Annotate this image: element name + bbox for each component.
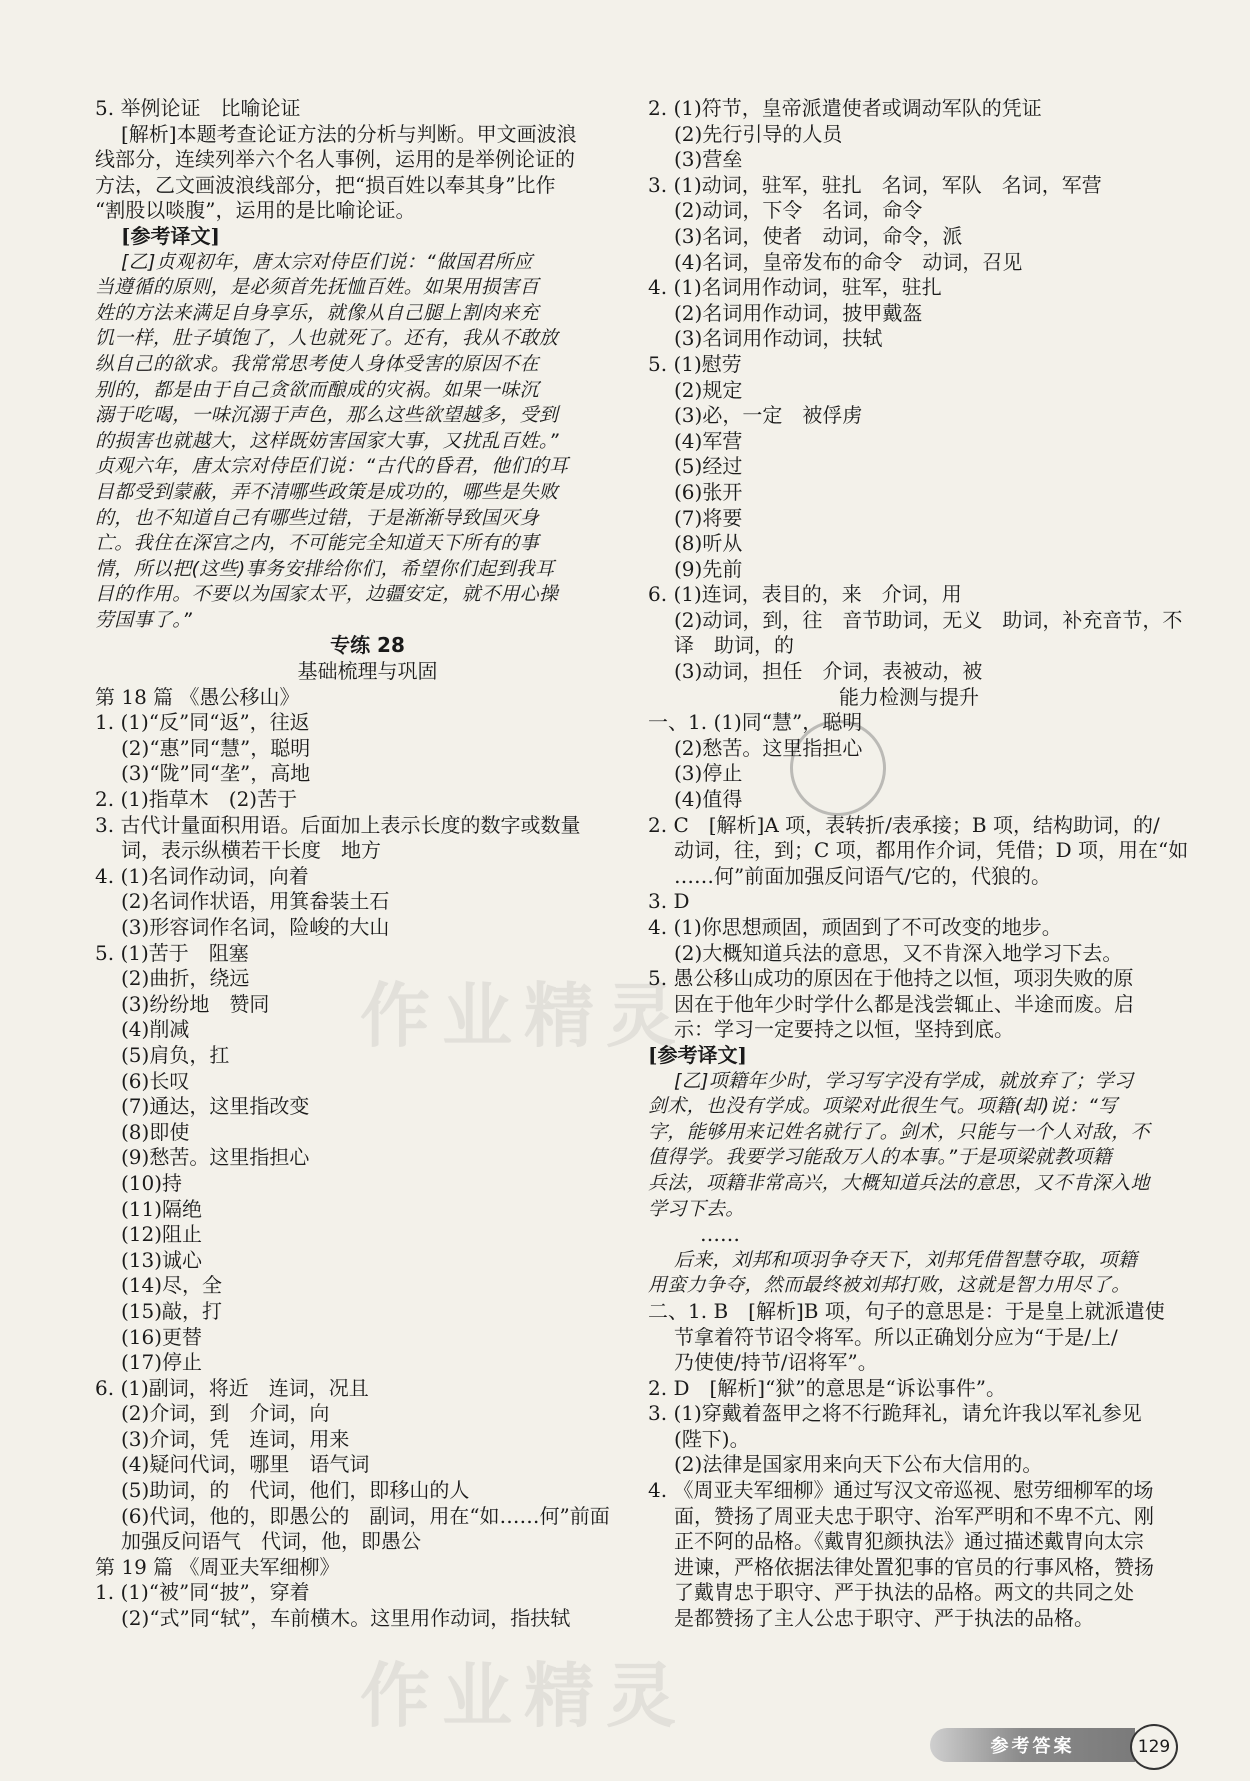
text-line: (6)张开 xyxy=(674,479,743,504)
text-line: 3. (1)穿戴着盔甲之将不行跪拜礼，请允许我以军礼参见 xyxy=(648,1401,1142,1426)
text-line: (4)疑问代词，哪里 语气词 xyxy=(121,1452,370,1477)
text-line: 6. (1)副词，将近 连词，况且 xyxy=(95,1375,369,1400)
text-line: [参考译文] xyxy=(648,1042,747,1067)
text-line: [参考译文] xyxy=(121,223,220,248)
text-line: 二、1. B [解析]B 项，句子的意思是：于是皇上就派遣使 xyxy=(648,1298,1165,1323)
text-line: (2)先行引导的人员 xyxy=(674,121,843,146)
text-line: 的，也不知道自己有哪些过错，于是渐渐导致国灭身 xyxy=(95,506,539,529)
text-line: (4)削减 xyxy=(121,1017,190,1042)
text-line: 3. D xyxy=(648,889,690,914)
text-line: (6)代词，他的，即愚公的 副词，用在“如……何”前面 xyxy=(121,1503,610,1528)
text-line: 进谏，严格依据法律处置犯事的官员的行事风格，赞扬 xyxy=(674,1554,1154,1579)
text-line: 6. (1)连词，表目的，来 介词，用 xyxy=(648,582,962,607)
text-line: 5. 愚公移山成功的原因在于他持之以恒，项羽失败的原 xyxy=(648,966,1134,991)
text-line: 2. C [解析]A 项，表转折/表承接；B 项，结构助词，的/ xyxy=(648,812,1160,837)
text-line: (3)停止 xyxy=(674,761,743,786)
text-line: 因在于他年少时学什么都是浅尝辄止、半途而废。启 xyxy=(674,991,1134,1016)
text-line: 加强反问语气 代词，他，即愚公 xyxy=(121,1529,421,1554)
text-line: (6)长叹 xyxy=(121,1068,190,1093)
text-line: 4. (1)你思想顽固，顽固到了不可改变的地步。 xyxy=(648,915,1062,939)
text-line: 5. (1)慰劳 xyxy=(648,351,742,376)
text-line: 1. (1)“被”同“披”，穿着 xyxy=(95,1580,310,1605)
text-line: (3)名词用作动词，扶轼 xyxy=(674,326,883,351)
left-column xyxy=(95,96,640,1632)
text-line: 贞观六年，唐太宗对侍臣们说：“古代的昏君，他们的耳 xyxy=(95,455,569,478)
watermark: 作业精灵 xyxy=(360,975,688,1057)
text-line: (2)“惠”同“慧”，聪明 xyxy=(121,735,311,760)
text-line: 溺于吃喝，一味沉溺于声色，那么这些欲望越多，受到 xyxy=(95,404,559,427)
text-line: 专练 28 xyxy=(330,633,405,658)
text-line: (3)纷纷地 赞同 xyxy=(121,991,270,1016)
text-line: (2)动词，到，往 音节助词，无义 助词，补充音节，不 xyxy=(674,607,1183,632)
text-line: 第 18 篇 《愚公移山》 xyxy=(95,684,300,709)
text-line: (5)肩负，扛 xyxy=(121,1042,230,1067)
text-line: 后来，刘邦和项羽争夺天下，刘邦凭借智慧夺取，项籍 xyxy=(674,1248,1138,1271)
text-line: (7)将要 xyxy=(674,505,743,530)
text-line: (9)愁苦。这里指担心 xyxy=(121,1145,310,1170)
text-line: 能力检测与提升 xyxy=(839,684,979,709)
text-line: [乙]贞观初年，唐太宗对侍臣们说：“做国君所应 xyxy=(121,250,533,273)
text-line: 第 19 篇 《周亚夫军细柳》 xyxy=(95,1554,340,1579)
page-number: 129 xyxy=(1130,1724,1178,1770)
text-line: (2)规定 xyxy=(674,377,743,402)
text-line: 别的，都是由于自己贪欲而酿成的灾祸。如果一味沉 xyxy=(95,378,539,401)
text-line: 示：学习一定要持之以恒，坚持到底。 xyxy=(674,1017,1014,1042)
text-line: 节拿着符节诏令将军。所以正确划分应为“于是/上/ xyxy=(674,1324,1118,1349)
text-line: 当遵循的原则，是必须首先抚恤百姓。如果用损害百 xyxy=(95,276,539,299)
text-line: 纵自己的欲求。我常常思考使人身体受害的原因不在 xyxy=(95,352,539,375)
text-line: (17)停止 xyxy=(121,1350,203,1375)
text-line: 情，所以把(这些)事务安排给你们，希望你们起到我耳 xyxy=(95,557,555,580)
text-line: (3)名词，使者 动词，命令，派 xyxy=(674,223,963,248)
text-line: 4. (1)名词作动词，向着 xyxy=(95,863,309,888)
text-line: (9)先前 xyxy=(674,556,743,581)
text-line: 2. D [解析]“狱”的意思是“诉讼事件”。 xyxy=(648,1375,1006,1400)
text-line: (2)介词，到 介词，向 xyxy=(121,1401,330,1426)
text-line: (14)尽，全 xyxy=(121,1273,223,1298)
text-line: (8)听从 xyxy=(674,531,743,556)
text-line: (12)阻止 xyxy=(121,1222,203,1247)
text-line: 饥一样，肚子填饱了，人也就死了。还有，我从不敢放 xyxy=(95,327,559,350)
text-line: 面，赞扬了周亚夫忠于职守、治军严明和不卑不亢、刚 xyxy=(674,1503,1154,1528)
text-line: (3)必，一定 被俘虏 xyxy=(674,403,863,428)
text-line: 乃使使/持节/诏将军”。 xyxy=(674,1350,878,1375)
text-line: 1. (1)“反”同“返”，往返 xyxy=(95,710,310,735)
text-line: …… xyxy=(700,1222,740,1247)
text-line: (2)法律是国家用来向天下公布大信用的。 xyxy=(674,1452,1043,1477)
text-line: 3. (1)动词，驻军，驻扎 名词，军队 名词，军营 xyxy=(648,172,1102,197)
text-line: (2)愁苦。这里指担心 xyxy=(674,735,863,760)
text-line: 用蛮力争夺，然而最终被刘邦打败，这就是智力用尽了。 xyxy=(648,1274,1131,1297)
text-line: (11)隔绝 xyxy=(121,1196,203,1221)
text-line: 了戴胄忠于职守、严于执法的品格。两文的共同之处 xyxy=(674,1580,1134,1605)
text-line: ……何”前面加强反问语气/它的，代狼的。 xyxy=(674,863,1051,888)
text-line: 译 助词，的 xyxy=(674,633,794,658)
text-line: (2)名词作状语，用箕畚装土石 xyxy=(121,889,390,914)
text-line: 4. (1)名词用作动词，驻军，驻扎 xyxy=(648,275,942,300)
text-line: 线部分，连续列举六个名人事例，运用的是举例论证的 xyxy=(95,147,575,172)
text-line: 一、1. (1)同“慧”，聪明 xyxy=(648,710,863,735)
text-line: (15)敲，打 xyxy=(121,1298,223,1323)
text-line: (2)动词，下令 名词，命令 xyxy=(674,198,923,223)
text-line: 2. (1)指草木 (2)苦于 xyxy=(95,787,298,812)
text-line: 字，能够用来记姓名就行了。剑术，只能与一个人对敌，不 xyxy=(648,1120,1150,1143)
text-line: (4)值得 xyxy=(674,787,743,812)
text-line: (5)助词，的 代词，他们，即移山的人 xyxy=(121,1478,470,1503)
text-line: 动词，往，到；C 项，都用作介词，凭借；D 项，用在“如 xyxy=(674,838,1189,863)
text-line: 姓的方法来满足自身享乐，就像从自己腿上割肉来充 xyxy=(95,301,539,324)
text-line: (13)诚心 xyxy=(121,1247,203,1272)
text-line: 是都赞扬了主人公忠于职守、严于执法的品格。 xyxy=(674,1606,1094,1631)
text-line: 值得学。我要学习能敌万人的本事。”于是项梁就教项籍 xyxy=(648,1146,1112,1169)
text-line: (2)“式”同“轼”，车前横木。这里用作动词，指扶轼 xyxy=(121,1606,571,1631)
text-line: (8)即使 xyxy=(121,1119,190,1144)
text-line: 目都受到蒙蔽，弄不清哪些政策是成功的，哪些是失败 xyxy=(95,480,559,503)
text-line: “割股以啖腹”，运用的是比喻论证。 xyxy=(95,198,416,223)
text-line: (3)动词，担任 介词，表被动，被 xyxy=(674,659,983,684)
text-line: 3. 古代计量面积用语。后面加上表示长度的数字或数量 xyxy=(95,812,581,837)
text-line: (7)通达，这里指改变 xyxy=(121,1094,310,1119)
text-line: 词，表示纵横若干长度 地方 xyxy=(121,838,381,863)
text-line: (2)大概知道兵法的意思，又不肯深入地学习下去。 xyxy=(674,940,1123,965)
watermark: 作业精灵 xyxy=(360,1655,688,1737)
text-line: (16)更替 xyxy=(121,1324,203,1349)
text-line: 学习下去。 xyxy=(648,1197,745,1220)
text-line: 的损害也就越大，这样既妨害国家大事，又扰乱百姓。” xyxy=(95,429,559,452)
text-line: 剑术，也没有学成。项梁对此很生气。项籍(却)说：“写 xyxy=(648,1095,1118,1118)
text-line: 2. (1)符节，皇帝派遣使者或调动军队的凭证 xyxy=(648,96,1042,120)
text-line: (4)军营 xyxy=(674,428,743,453)
text-line: 目的作用。不要以为国家太平，边疆安定，就不用心操 xyxy=(95,583,559,606)
text-line: 正不阿的品格。《戴胄犯颜执法》通过描述戴胄向太宗 xyxy=(674,1529,1144,1554)
text-line: 5. 举例论证 比喻论证 xyxy=(95,96,301,120)
text-line: (2)名词用作动词，披甲戴盔 xyxy=(674,300,923,325)
text-line: (3)形容词作名词，险峻的大山 xyxy=(121,915,390,939)
text-line: (5)经过 xyxy=(674,454,743,479)
text-line: 4. 《周亚夫军细柳》通过写汉文帝巡视、慰劳细柳军的场 xyxy=(648,1478,1154,1503)
text-line: 基础梳理与巩固 xyxy=(297,659,438,684)
text-line: 亡。我住在深宫之内，不可能完全知道天下所有的事 xyxy=(95,532,539,555)
text-line: (陛下)。 xyxy=(674,1426,750,1451)
text-line: [解析]本题考查论证方法的分析与判断。甲文画波浪 xyxy=(121,121,577,146)
text-line: 劳国事了。” xyxy=(95,608,193,631)
text-line: 方法，乙文画波浪线部分，把“损百姓以奉其身”比作 xyxy=(95,172,556,197)
text-line: (2)曲折，绕远 xyxy=(121,966,250,991)
text-line: 5. (1)苦于 阻塞 xyxy=(95,940,249,965)
text-line: [乙]项籍年少时，学习写字没有学成，就放弃了；学习 xyxy=(674,1069,1134,1092)
right-column xyxy=(648,96,1189,1632)
text-line: (3)“陇”同“垄”，高地 xyxy=(121,761,311,786)
text-line: (3)介词，凭 连词，用来 xyxy=(121,1426,350,1451)
section-badge: 参考答案 xyxy=(930,1728,1135,1762)
text-line: (10)持 xyxy=(121,1170,183,1195)
text-line: 兵法，项籍非常高兴，大概知道兵法的意思，又不肯深入地 xyxy=(648,1171,1150,1194)
text-line: (4)名词，皇帝发布的命令 动词，召见 xyxy=(674,249,1023,274)
text-line: (3)营垒 xyxy=(674,147,743,172)
